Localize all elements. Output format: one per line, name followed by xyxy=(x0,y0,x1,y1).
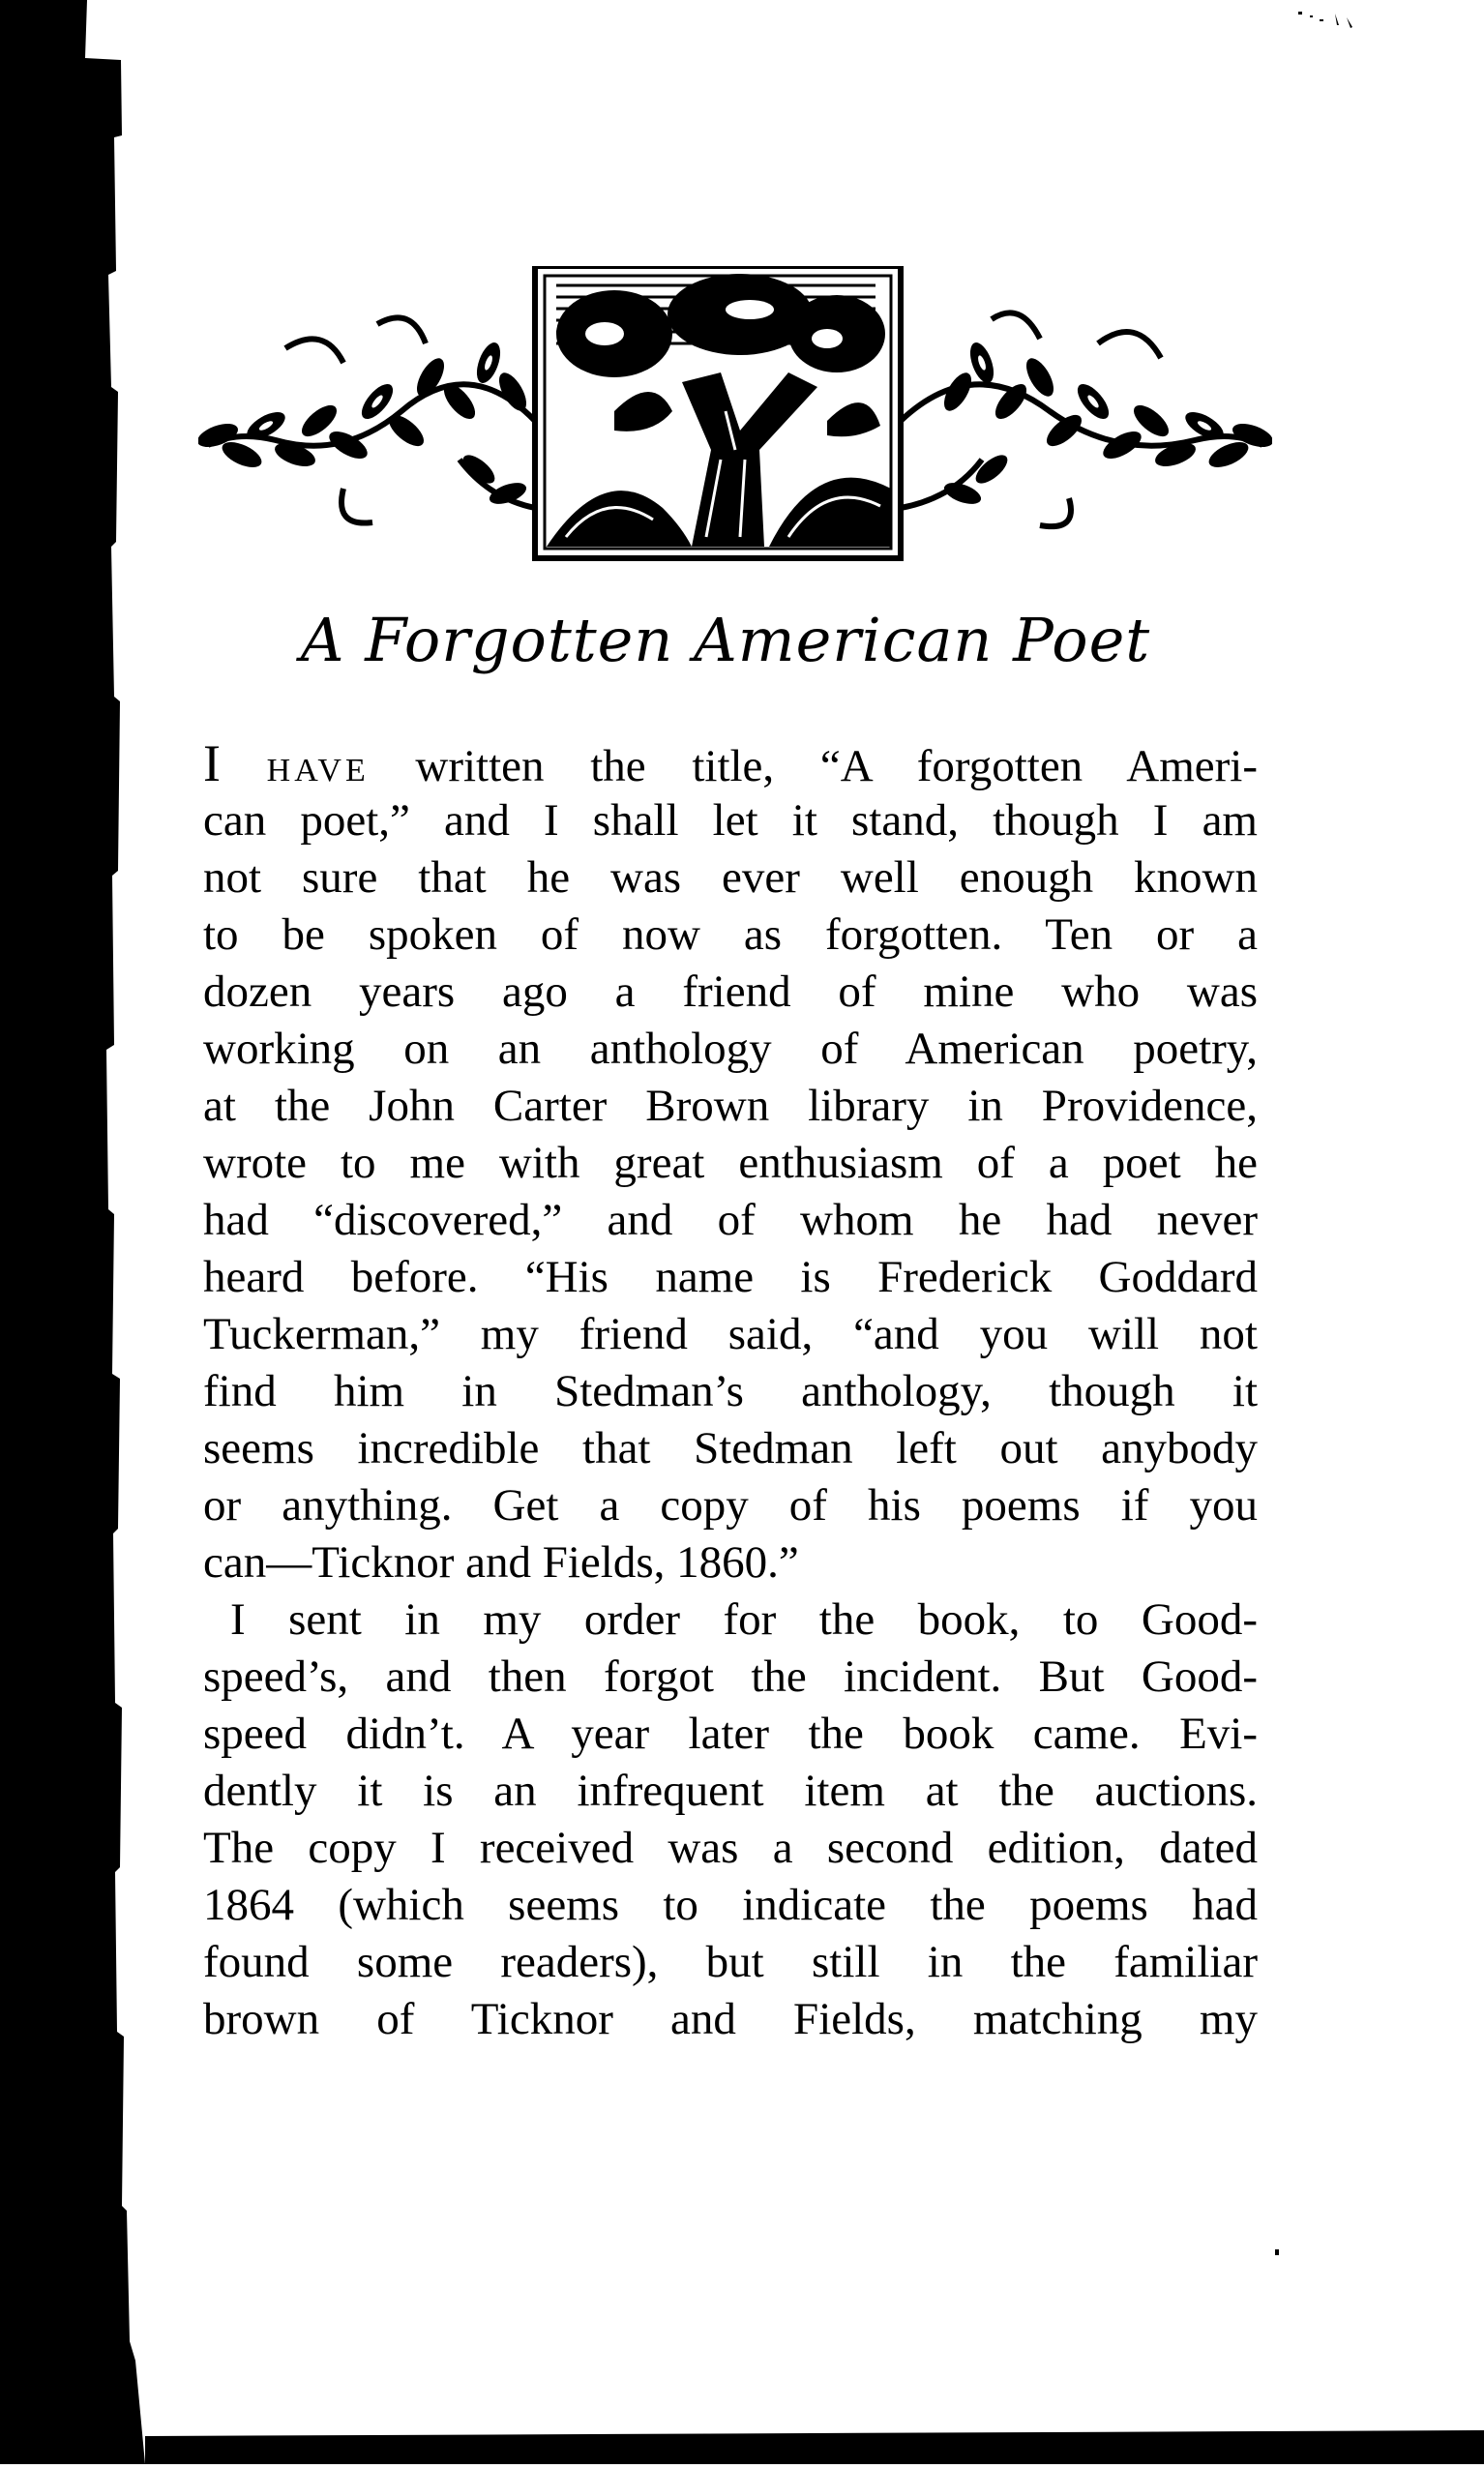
text-line: The copy I received was a second edition, dated xyxy=(203,1823,1258,1873)
text-line: found some readers), but still in the familiar xyxy=(203,1937,1258,1987)
scan-specks xyxy=(1296,8,1374,37)
text-line: I sent in my order for the book, to Good- xyxy=(230,1594,1258,1645)
text-line xyxy=(203,735,1258,792)
text-line: 1864 (which seems to indicate the poems had xyxy=(203,1880,1258,1930)
scan-edge-left xyxy=(0,0,145,2464)
text-line: seems incredible that Stedman left out anybody xyxy=(203,1423,1258,1473)
small-caps-word: HAVE xyxy=(266,753,370,788)
text-line: can—Ticknor and Fields, 1860.” xyxy=(203,1537,799,1588)
text-line: or anything. Get a copy of his poems if you xyxy=(203,1480,1258,1531)
text-line: dozen years ago a friend of mine who was xyxy=(203,967,1258,1017)
text-line: had “discovered,” and of whom he had never xyxy=(203,1195,1258,1245)
paragraph-1 xyxy=(203,735,1258,1591)
woodcut-tree-with-laurel-vines-icon xyxy=(198,266,1272,566)
text-line: to be spoken of now as forgotten. Ten or a xyxy=(203,909,1258,960)
scan-dot xyxy=(1275,2249,1279,2255)
text-line: speed’s, and then forgot the incident. But Good- xyxy=(203,1651,1258,1702)
text-line: heard before. “His name is Frederick Goddard xyxy=(203,1252,1258,1302)
scan-edge-bottom xyxy=(145,2430,1484,2464)
text-line: wrote to me with great enthusiasm of a poet he xyxy=(203,1138,1258,1188)
first-line-text: written the title, “A forgotten Ameri- xyxy=(415,741,1258,791)
text-line: brown of Ticknor and Fields, matching my xyxy=(203,1994,1258,2044)
text-line: at the John Carter Brown library in Providence, xyxy=(203,1081,1258,1131)
text-line: speed didn’t. A year later the book came. Evi- xyxy=(203,1709,1258,1759)
text-line: working on an anthology of American poetry, xyxy=(203,1024,1258,1074)
text-line: dently it is an infrequent item at the auctions. xyxy=(203,1766,1258,1816)
text-line: not sure that he was ever well enough known xyxy=(203,852,1258,903)
article-title: A Forgotten American Poet xyxy=(300,605,1151,675)
paragraph-2 xyxy=(203,1591,1258,2048)
text-line: Tuckerman,” my friend said, “and you will not xyxy=(203,1309,1258,1359)
text-line: can poet,” and I shall let it stand, though I am xyxy=(203,795,1258,846)
drop-cap: I xyxy=(203,734,221,792)
text-line: find him in Stedman’s anthology, though it xyxy=(203,1366,1258,1416)
